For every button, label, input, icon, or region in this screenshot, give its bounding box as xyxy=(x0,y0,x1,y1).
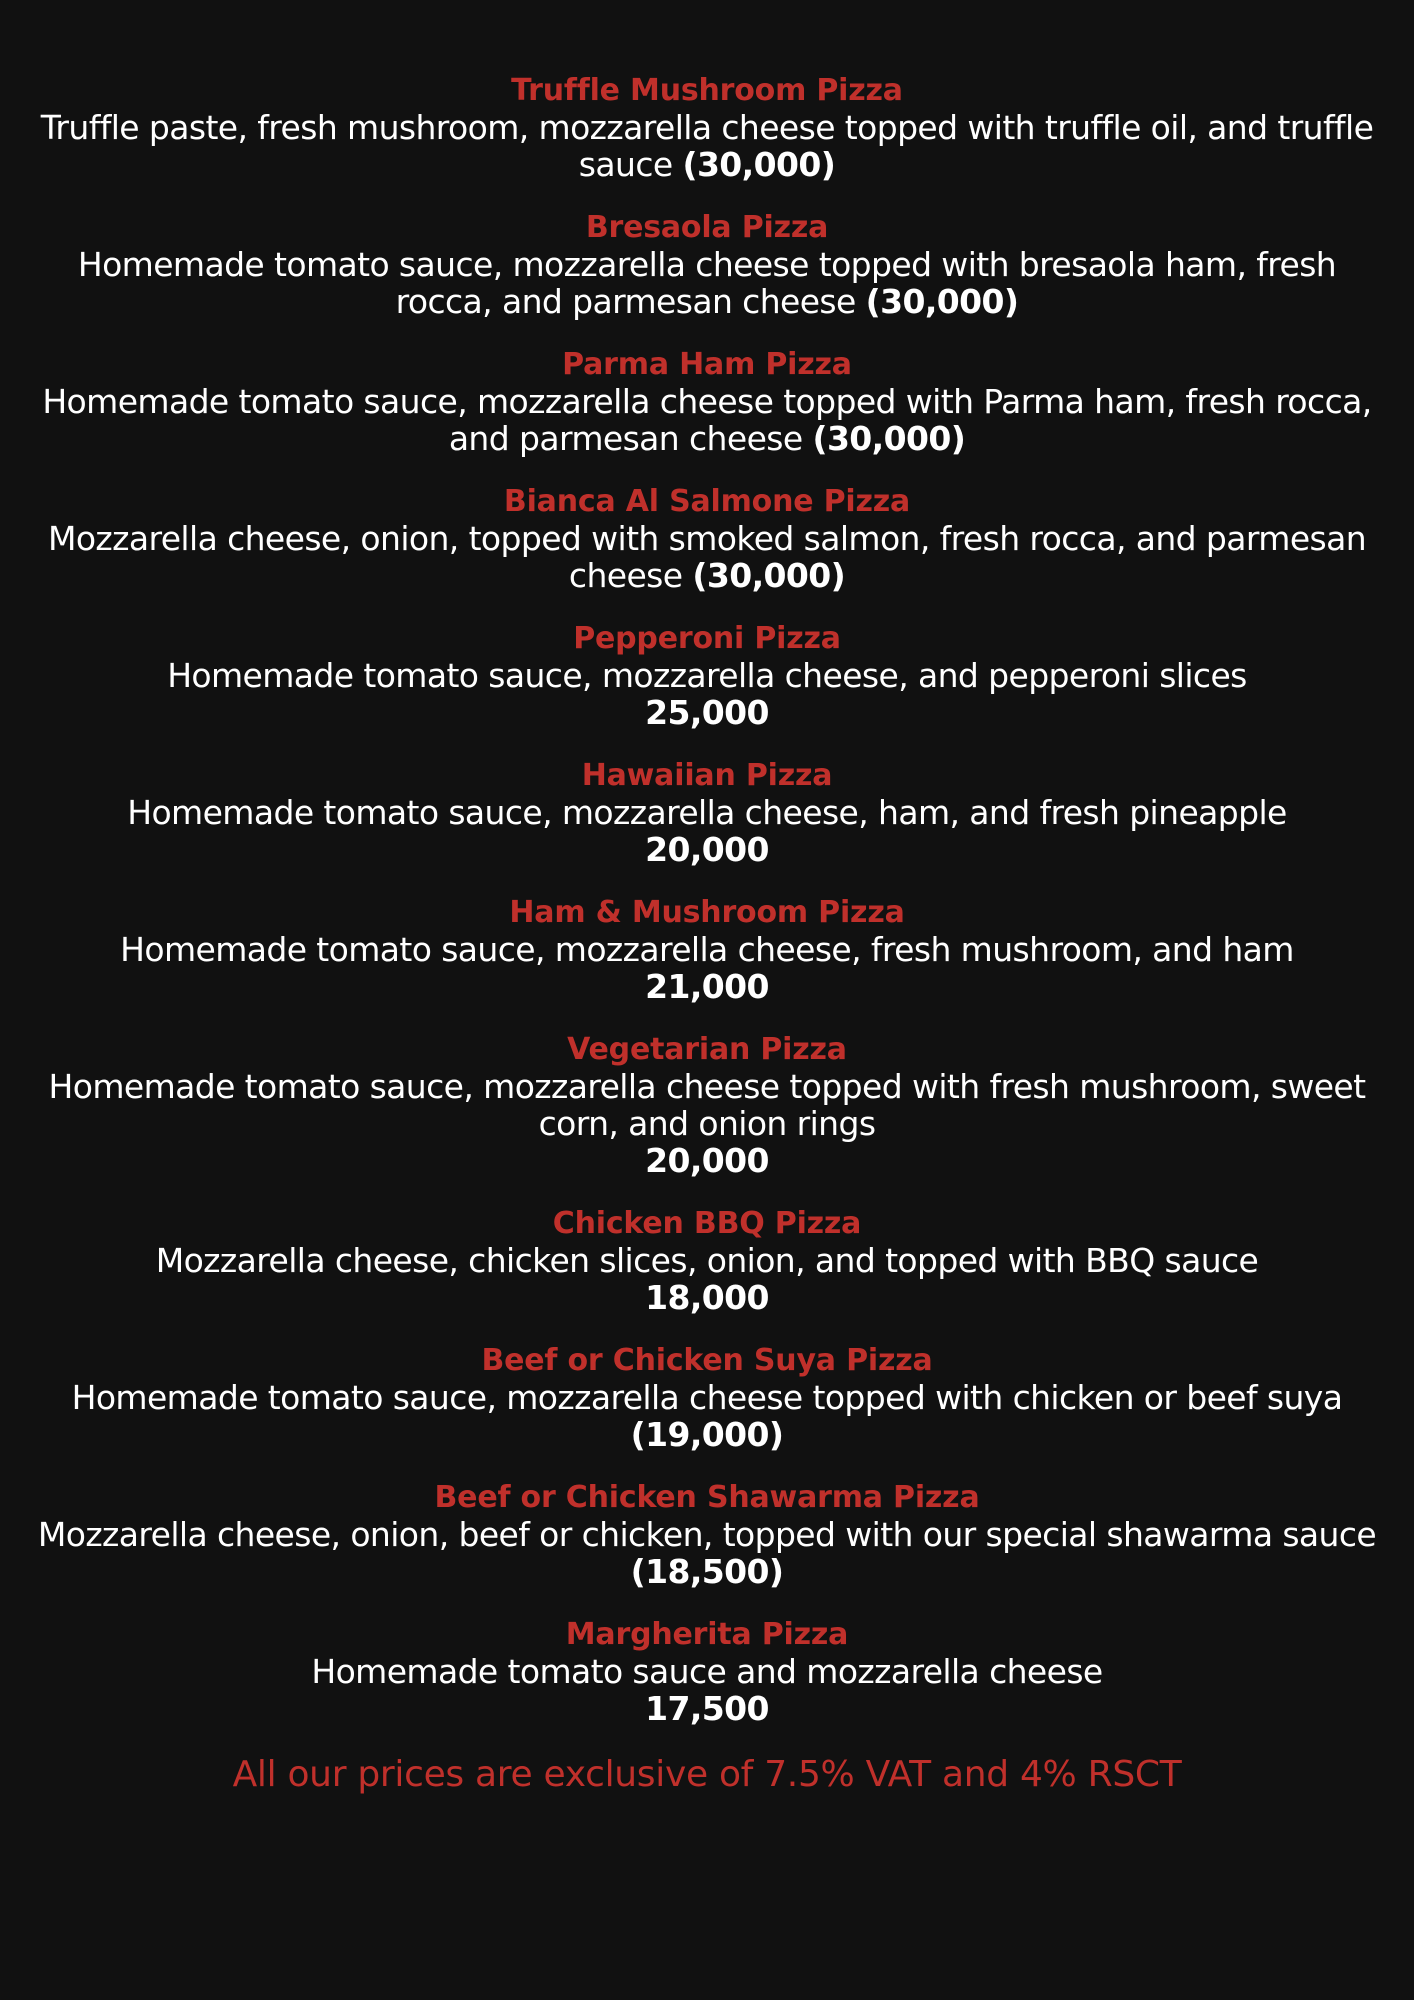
menu-item xyxy=(37,1342,1377,1453)
menu-item-price: 17,500 xyxy=(645,1689,769,1728)
menu-item-description-text: Homemade tomato sauce, mozzarella cheese topped with chicken or beef suya xyxy=(71,1378,1343,1417)
price-disclaimer: All our prices are exclusive of 7.5% VAT and 4% RSCT xyxy=(232,1754,1182,1795)
menu-item-description xyxy=(37,931,1377,1005)
menu-item-description-text: Homemade tomato sauce, mozzarella cheese topped with Parma ham, fresh rocca, and parmesan cheese xyxy=(42,382,1372,458)
menu-item xyxy=(37,620,1377,731)
menu-item-description-text: Truffle paste, fresh mushroom, mozzarella cheese topped with truffle oil, and truffle sauce xyxy=(40,108,1374,184)
menu-item-name: Truffle Mushroom Pizza xyxy=(511,73,903,108)
menu-item-description xyxy=(37,1242,1377,1316)
menu-item xyxy=(37,894,1377,1005)
menu-item-description xyxy=(37,1653,1377,1727)
menu-item-name: Margherita Pizza xyxy=(565,1617,849,1652)
menu-item-name: Ham & Mushroom Pizza xyxy=(509,895,905,930)
menu-item xyxy=(37,1479,1377,1590)
menu-item-price: 21,000 xyxy=(645,967,769,1006)
menu-item-price: (18,500) xyxy=(630,1552,784,1591)
menu-item xyxy=(37,483,1377,594)
menu-item-description xyxy=(37,794,1377,868)
menu-item-price: (30,000) xyxy=(812,419,966,458)
menu-item-list xyxy=(0,72,1414,1727)
menu-item-description xyxy=(37,109,1377,183)
menu-item-description xyxy=(37,657,1377,731)
menu-item-name: Bianca Al Salmone Pizza xyxy=(503,484,911,519)
menu-item-description xyxy=(37,1379,1377,1453)
menu-item xyxy=(37,1205,1377,1316)
menu-item-price: (19,000) xyxy=(630,1415,784,1454)
menu-item-name: Parma Ham Pizza xyxy=(562,347,852,382)
menu-item-description-text: Homemade tomato sauce and mozzarella cheese xyxy=(311,1652,1103,1691)
menu-item-description-text: Homemade tomato sauce, mozzarella cheese topped with bresaola ham, fresh rocca, and parmesan cheese xyxy=(77,245,1337,321)
menu-item-price: (30,000) xyxy=(682,145,836,184)
menu-item-name: Hawaiian Pizza xyxy=(581,758,833,793)
menu-item-price: 20,000 xyxy=(645,830,769,869)
menu-item-name: Beef or Chicken Suya Pizza xyxy=(481,1343,933,1378)
menu-item-name: Chicken BBQ Pizza xyxy=(552,1206,862,1241)
menu-item xyxy=(37,72,1377,183)
menu-item-description-text: Homemade tomato sauce, mozzarella cheese, fresh mushroom, and ham xyxy=(120,930,1294,969)
menu-item-description-text: Homemade tomato sauce, mozzarella cheese topped with fresh mushroom, sweet corn, and onion rings xyxy=(48,1067,1366,1143)
menu-item-description-text: Mozzarella cheese, chicken slices, onion, and topped with BBQ sauce xyxy=(155,1241,1259,1280)
menu-item xyxy=(37,209,1377,320)
menu-item-price: (30,000) xyxy=(865,282,1019,321)
menu-item-description-text: Homemade tomato sauce, mozzarella cheese, and pepperoni slices xyxy=(167,656,1247,695)
menu-item-description xyxy=(37,1516,1377,1590)
menu-item-description-text: Mozzarella cheese, onion, beef or chicken, topped with our special shawarma sauce xyxy=(37,1515,1377,1554)
menu-item-price: (30,000) xyxy=(692,556,846,595)
menu-item-description xyxy=(37,1068,1377,1179)
menu-item-description-text: Homemade tomato sauce, mozzarella cheese, ham, and fresh pineapple xyxy=(127,793,1287,832)
menu-item-price: 18,000 xyxy=(645,1278,769,1317)
menu-item-description xyxy=(37,246,1377,320)
menu-item-description xyxy=(37,520,1377,594)
menu-item-name: Vegetarian Pizza xyxy=(567,1032,847,1067)
menu-item xyxy=(37,346,1377,457)
menu-item-description xyxy=(37,383,1377,457)
menu-item-name: Bresaola Pizza xyxy=(585,210,829,245)
menu-item-name: Beef or Chicken Shawarma Pizza xyxy=(434,1480,980,1515)
menu-item-description-text: Mozzarella cheese, onion, topped with smoked salmon, fresh rocca, and parmesan cheese xyxy=(47,519,1367,595)
menu-item-price: 25,000 xyxy=(645,693,769,732)
menu-item xyxy=(37,757,1377,868)
menu-item-price: 20,000 xyxy=(645,1141,769,1180)
menu-item xyxy=(37,1031,1377,1179)
menu-item xyxy=(37,1616,1377,1727)
menu-item-name: Pepperoni Pizza xyxy=(573,621,841,656)
